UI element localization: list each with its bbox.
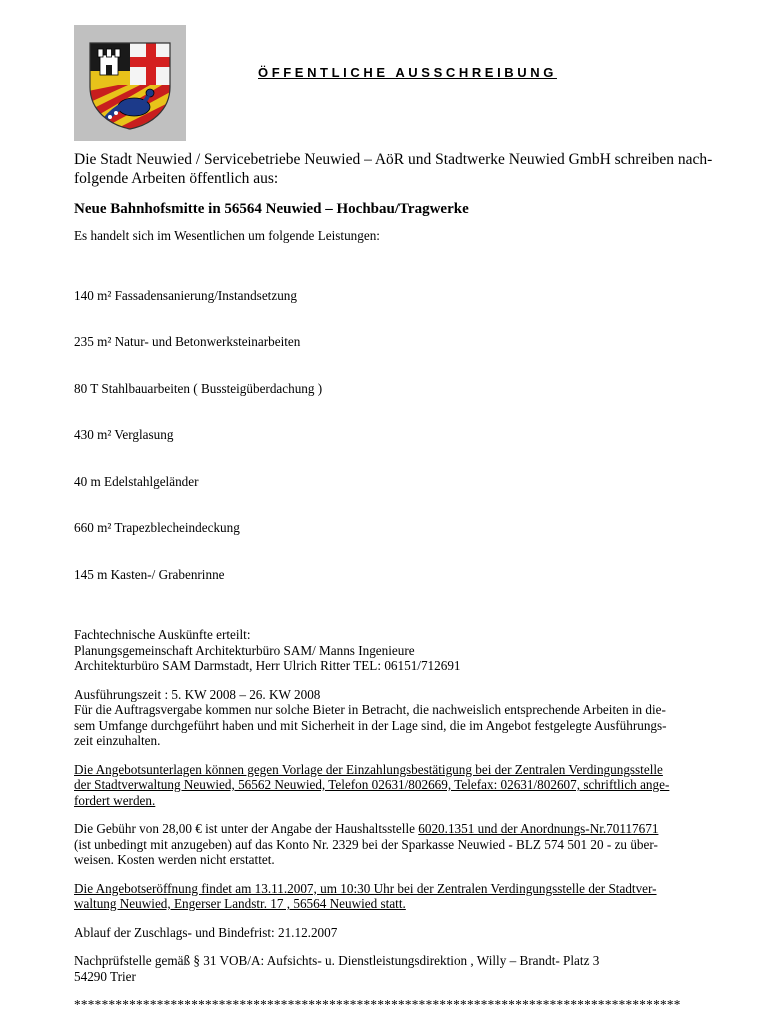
service-item: 140 m² Fassadensanierung/Instandsetzung xyxy=(74,287,297,303)
intro-paragraph xyxy=(74,150,724,188)
execution-line: Ausführungszeit : 5. KW 2008 – 26. KW 2008 xyxy=(74,686,321,702)
execution-period xyxy=(74,687,724,749)
binding-deadline: Ablauf der Zuschlags- und Bindefrist: 21.12.2007 xyxy=(74,924,338,940)
fee-line: (ist unbedingt mit anzugeben) auf das Konto Nr. 2329 bei der Sparkasse Neuwied - BLZ 574 501 20 - zu über- xyxy=(74,836,658,852)
opening-line: Die Angebotseröffnung findet am 13.11.2007, um 10:30 Uhr bei der Zentralen Verdingungsstelle der Stadtver- xyxy=(74,880,657,896)
service-item: 660 m² Trapezblecheindeckung xyxy=(74,520,240,535)
project-title: Neue Bahnhofsmitte in 56564 Neuwied – Hochbau/Tragwerke xyxy=(74,201,469,217)
service-item: 145 m Kasten-/ Grabenrinne xyxy=(74,566,225,582)
bid-opening xyxy=(74,881,724,912)
documents-line: der Stadtverwaltung Neuwied, 56562 Neuwied, Telefon 02631/802669, Telefax: 02631/802607, schriftlich ange- xyxy=(74,777,670,792)
info-line: Architekturbüro SAM Darmstadt, Herr Ulrich Ritter TEL: 06151/712691 xyxy=(74,658,461,673)
fee-line xyxy=(74,821,724,837)
technical-info xyxy=(74,627,724,674)
opening-line: waltung Neuwied, Engerser Landstr. 17 , 56564 Neuwied statt. xyxy=(74,896,406,911)
budget-reference: 6020.1351 und der Anordnungs-Nr.70117671 xyxy=(418,821,659,836)
review-line: 54290 Trier xyxy=(74,968,136,984)
fee-text: Die Gebühr von 28,00 € ist unter der Angabe der Haushaltsstelle xyxy=(74,821,419,836)
service-item: 235 m² Natur- und Betonwerksteinarbeiten xyxy=(74,334,301,349)
fee-line: weisen. Kosten werden nicht erstattet. xyxy=(74,852,275,867)
documents-line: Die Angebotsunterlagen können gegen Vorlage der Einzahlungsbestätigung bei der Zentralen Verdingungsstelle xyxy=(74,761,663,777)
intro-line: Die Stadt Neuwied / Servicebetriebe Neuwied – AöR und Stadtwerke Neuwied GmbH schreiben nach- xyxy=(74,151,713,168)
service-item: 430 m² Verglasung xyxy=(74,427,174,442)
review-line: Nachprüfstelle gemäß § 31 VOB/A: Aufsichts- u. Dienstleistungsdirektion , Willy – Brandt- Platz 3 xyxy=(74,953,600,968)
info-line: Planungsgemeinschaft Architekturbüro SAM/ Manns Ingenieure xyxy=(74,642,415,658)
separator-line: **************************************************************************************** xyxy=(74,997,681,1012)
services-list xyxy=(74,257,724,614)
crest-box xyxy=(74,25,186,141)
documents-request xyxy=(74,762,724,809)
document-title: ÖFFENTLICHE AUSSCHREIBUNG xyxy=(258,65,557,80)
service-item: 80 T Stahlbauarbeiten ( Bussteigüberdachung ) xyxy=(74,380,323,396)
coat-of-arms-icon xyxy=(88,41,172,131)
services-intro: Es handelt sich im Wesentlichen um folgende Leistungen: xyxy=(74,228,380,243)
execution-line: sem Umfange durchgeführt haben und mit Sicherheit in der Lage sind, die im Angebot festgelegte Ausführungs- xyxy=(74,717,667,733)
review-authority xyxy=(74,953,724,984)
documents-line: fordert werden. xyxy=(74,792,156,808)
execution-line: zeit einzuhalten. xyxy=(74,733,161,748)
fee-paragraph xyxy=(74,821,724,868)
execution-line: Für die Auftragsvergabe kommen nur solche Bieter in Betracht, die nachweislich entsprechende Arbeiten in die- xyxy=(74,702,666,717)
service-item: 40 m Edelstahlgeländer xyxy=(74,473,199,489)
document-body xyxy=(74,150,724,1013)
intro-line: folgende Arbeiten öffentlich aus: xyxy=(74,170,279,187)
info-line: Fachtechnische Auskünfte erteilt: xyxy=(74,627,251,642)
